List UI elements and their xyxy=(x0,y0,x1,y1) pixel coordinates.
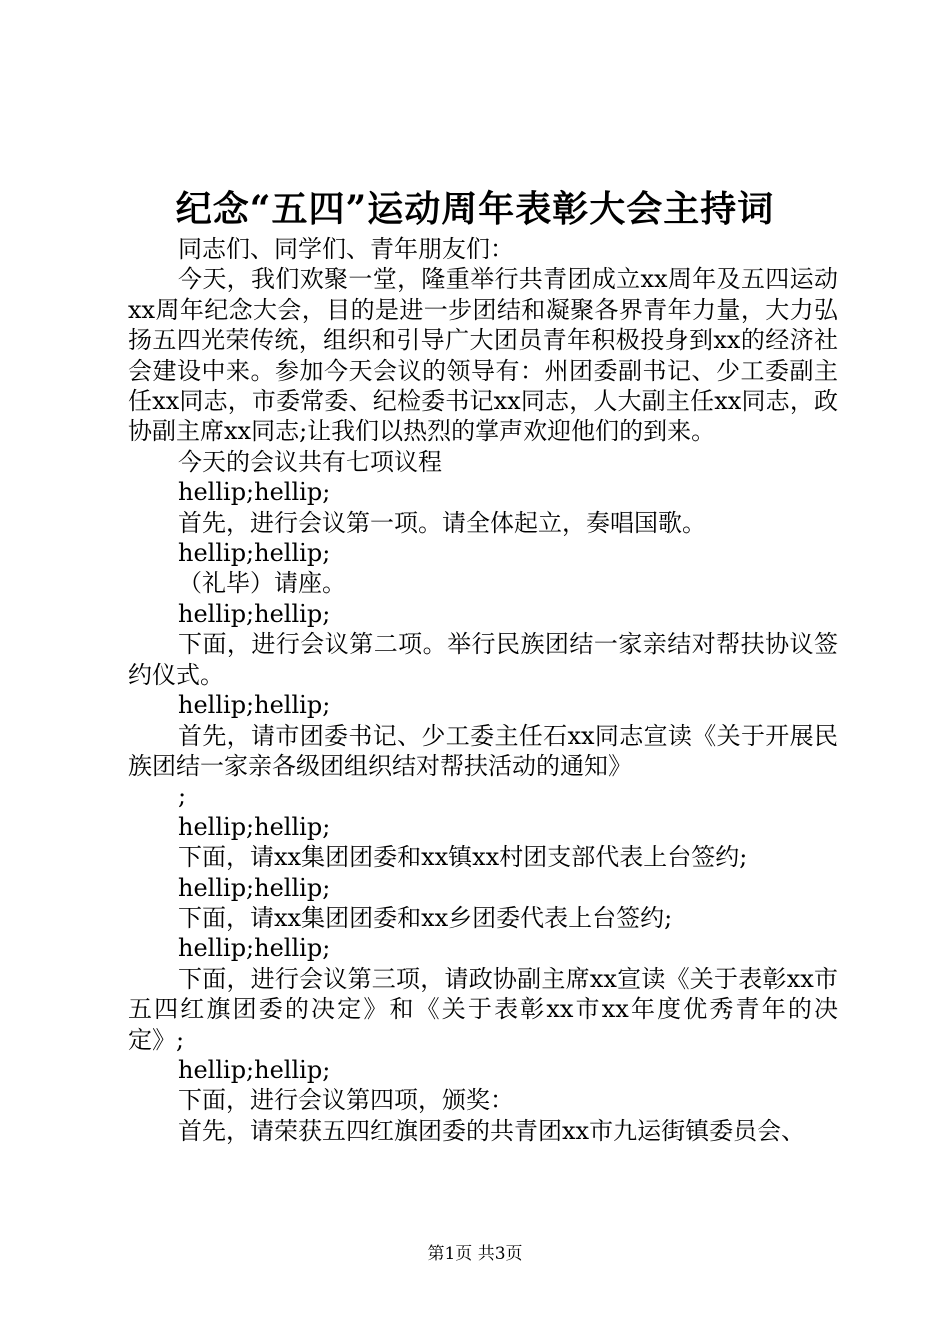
paragraph-awards: 首先，请荣获五四红旗团委的共青团xx市九运街镇委员会、 xyxy=(178,1116,806,1145)
paragraph-ellipsis: hellip;hellip; xyxy=(178,691,331,720)
paragraph-notice: 首先，请市团委书记、少工委主任石xx同志宣读《关于开展民族团结一家亲各级团组织结对帮扶活动的通知》 xyxy=(128,721,838,780)
paragraph-ellipsis: hellip;hellip; xyxy=(178,599,331,628)
paragraph-greeting: 同志们、同学们、青年朋友们： xyxy=(178,235,514,263)
document-body xyxy=(128,234,838,1146)
paragraph-semicolon: ; xyxy=(178,782,187,811)
paragraph-item-four: 下面，进行会议第四项，颁奖： xyxy=(178,1086,514,1115)
paragraph-ellipsis: hellip;hellip; xyxy=(178,539,331,568)
paragraph-ellipsis: hellip;hellip; xyxy=(178,873,331,902)
paragraph-ellipsis: hellip;hellip; xyxy=(178,812,331,841)
document-title: 纪念“五四”运动周年表彰大会主持词 xyxy=(175,188,775,230)
paragraph-ellipsis: hellip;hellip; xyxy=(178,1055,331,1084)
paragraph-agenda: 今天的会议共有七项议程 xyxy=(178,447,442,476)
paragraph-seated: （礼毕）请座。 xyxy=(178,569,346,598)
paragraph-item-three: 下面，进行会议第三项，请政协副主席xx宣读《关于表彰xx市五四红旗团委的决定》和《关于表彰xx市xx年度优秀青年的决定》; xyxy=(128,964,838,1054)
paragraph-item-one: 首先，进行会议第一项。请全体起立，奏唱国歌。 xyxy=(178,508,706,537)
paragraph-opening: 今天，我们欢聚一堂，隆重举行共青团成立xx周年及五四运动xx周年纪念大会，目的是进一步团结和凝聚各界青年力量，大力弘扬五四光荣传统，组织和引导广大团员青年积极投身到xx的经济社会建设中来。参加今天会议的领导有：州团委副书记、少工委副主任xx同志，市委常委、纪检委书记xx同志，人大副主任xx同志，政协副主席xx同志;让我们以热烈的掌声欢迎他们的到来。 xyxy=(128,265,838,446)
paragraph-signing-one: 下面，请xx集团团委和xx镇xx村团支部代表上台签约; xyxy=(178,843,748,872)
paragraph-item-two: 下面，进行会议第二项。举行民族团结一家亲结对帮扶协议签约仪式。 xyxy=(128,630,838,689)
paragraph-ellipsis: hellip;hellip; xyxy=(178,478,331,507)
page-number-footer: 第1页 共3页 xyxy=(427,1244,523,1264)
paragraph-ellipsis: hellip;hellip; xyxy=(178,934,331,963)
paragraph-signing-two: 下面，请xx集团团委和xx乡团委代表上台签约; xyxy=(178,903,673,932)
